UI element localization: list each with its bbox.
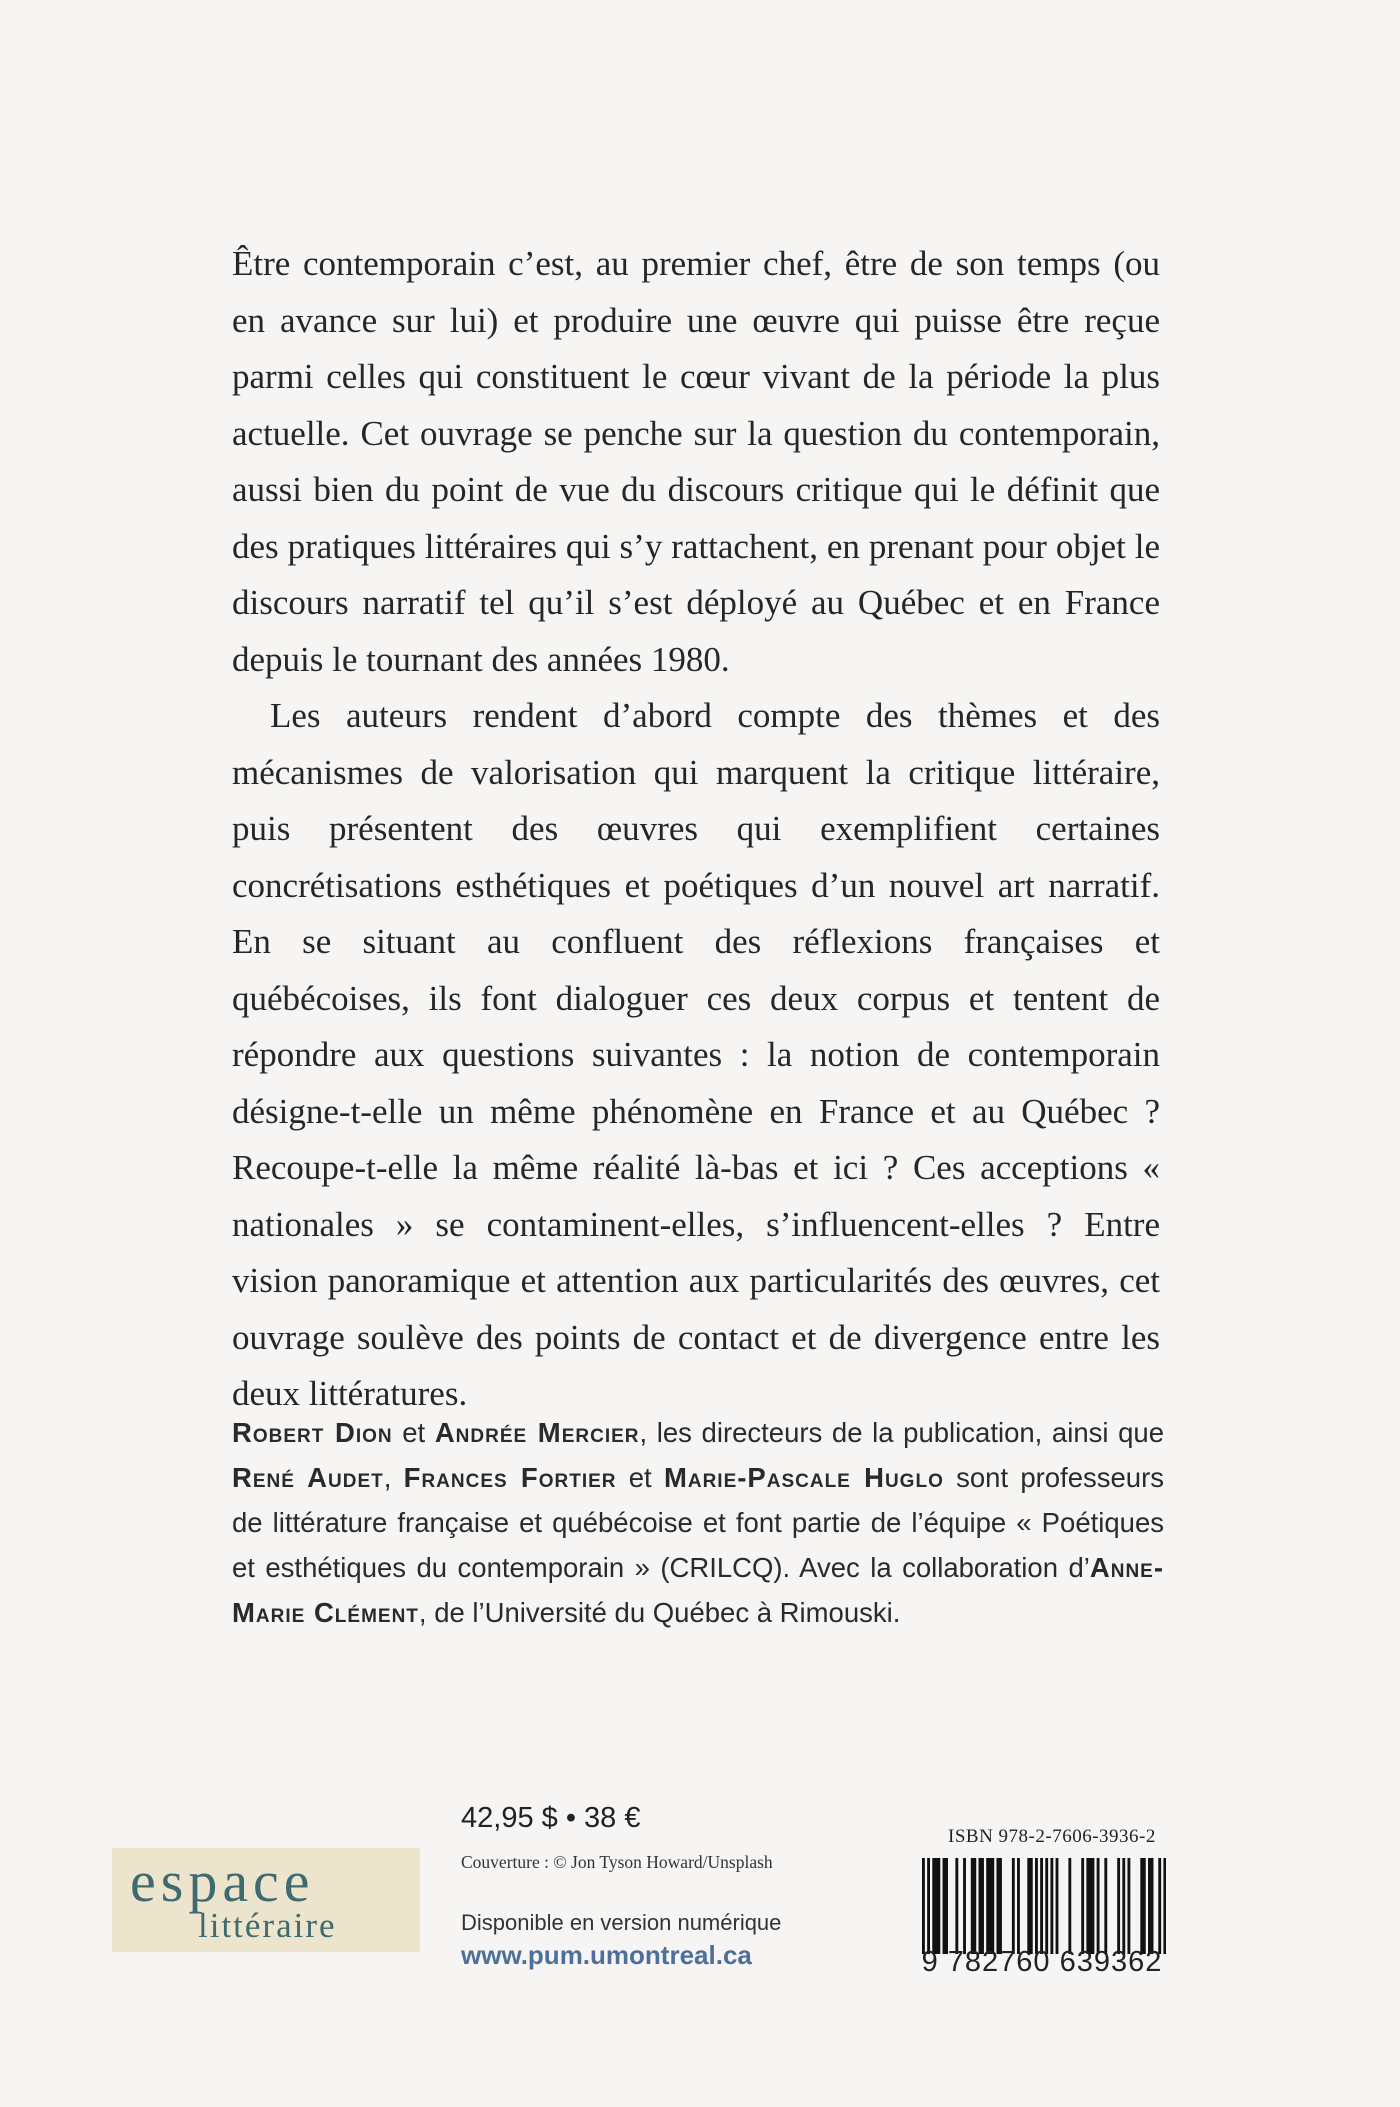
blurb-paragraph-1: Être contemporain c’est, au premier chef, être de son temps (ou en avance sur lui) et produire une œuvre qui puisse être reçue parmi celles qui constituent le cœur vivant de la période la plus actuelle. Cet ouvrage se penche sur la question du contemporain, aussi bien du point de vue du discours critique qui le définit que des pratiques littéraires qui s’y rattachent, en prenant pour objet le discours narratif tel qu’il s’est déployé au Québec et en France depuis le tournant des années 1980.: [232, 244, 1160, 679]
barcode-bar: [1092, 1858, 1095, 1954]
barcode-bar: [999, 1858, 1002, 1954]
barcode-bar: [963, 1858, 966, 1954]
barcode-bar: [1056, 1858, 1059, 1954]
barcode-bar: [971, 1858, 974, 1954]
digital-availability-note: Disponible en version numérique: [461, 1910, 782, 1935]
espace-litteraire-logo: [112, 1848, 420, 1952]
authors-text: et: [616, 1462, 664, 1493]
barcode-bar: [1143, 1858, 1146, 1954]
barcode-bar: [1104, 1858, 1107, 1954]
barcode-bar: [981, 1858, 984, 1954]
author-name: Robert Dion: [232, 1417, 393, 1448]
barcode-bar: [1127, 1858, 1130, 1954]
blurb-paragraph-2: Les auteurs rendent d’abord compte des thèmes et des mécanismes de valorisation qui marquent la critique littéraire, puis présentent des œuvres qui exemplifient certaines concrétisations esthétiques et poétiques d’un nouvel art narratif. En se situant au confluent des réflexions françaises et québécoises, ils font dialoguer ces deux corpus et tentent de répondre aux questions suivantes : la notion de contemporain désigne-t-elle un même phénomène en France et au Québec ? Recoupe-t-elle la même réalité là-bas et ici ? Ces acceptions « nationales » se contaminent-elles, s’influencent-elles ? Entre vision panoramique et attention aux particularités des œuvres, cet ouvrage soulève des points de contact et de divergence entre les deux littératures.: [232, 696, 1160, 1413]
barcode-bar: [927, 1858, 930, 1954]
authors-text: , les directeurs de la publication, ainsi que: [639, 1417, 1164, 1448]
barcode-bar: [1163, 1858, 1166, 1954]
barcode-bar: [935, 1858, 938, 1954]
author-name: Andrée Mercier: [434, 1417, 640, 1448]
barcode-bar: [1148, 1858, 1151, 1954]
barcode-bar: [1012, 1858, 1015, 1954]
barcode-bar: [979, 1858, 982, 1954]
barcode-bar: [989, 1858, 992, 1954]
barcode-bar: [1030, 1858, 1033, 1954]
price: 42,95 $ • 38 €: [461, 1802, 641, 1834]
barcode-bar: [996, 1858, 999, 1954]
barcode-icon: [922, 1858, 1166, 1954]
barcode-bar: [1017, 1858, 1020, 1954]
barcode-bar: [1040, 1858, 1043, 1954]
barcode-bar: [1117, 1858, 1120, 1954]
barcode-bar: [937, 1858, 940, 1954]
barcode-bar: [973, 1858, 976, 1954]
barcode-bar: [1027, 1858, 1030, 1954]
barcode-digits: 9 782760 639362: [921, 1946, 1163, 1978]
barcode-bar: [1140, 1858, 1143, 1954]
barcode-bar: [922, 1858, 925, 1954]
barcode-bar: [932, 1858, 935, 1954]
barcode-bar: [1081, 1858, 1084, 1954]
publisher-url[interactable]: www.pum.umontreal.ca: [461, 1940, 752, 1970]
authors-text: et: [392, 1417, 435, 1448]
barcode-bar: [1089, 1858, 1092, 1954]
isbn-barcode: [922, 1858, 1166, 1954]
cover-credit: Couverture : © Jon Tyson Howard/Unsplash: [461, 1852, 773, 1872]
barcode-bar: [1045, 1858, 1048, 1954]
barcode-bar: [1158, 1858, 1161, 1954]
barcode-bar: [1122, 1858, 1125, 1954]
barcode-bar: [1035, 1858, 1038, 1954]
barcode-bar: [1050, 1858, 1053, 1954]
barcode-bar: [991, 1858, 994, 1954]
barcode-bar: [955, 1858, 958, 1954]
author-name: Frances Fortier: [403, 1462, 617, 1493]
back-cover-blurb: [232, 236, 1160, 1423]
logo-line-litteraire: littéraire: [198, 1906, 337, 1945]
barcode-bar: [1068, 1858, 1071, 1954]
authors-text: , de l’Université du Québec à Rimouski.: [418, 1597, 901, 1628]
barcode-bar: [1097, 1858, 1100, 1954]
authors-text: ,: [383, 1462, 404, 1493]
authors-note: [232, 1410, 1164, 1635]
isbn-label: ISBN 978-2-7606-3936-2: [948, 1826, 1156, 1847]
barcode-bar: [943, 1858, 946, 1954]
barcode-bar: [1086, 1858, 1089, 1954]
barcode-bar: [1151, 1858, 1154, 1954]
barcode-bar: [986, 1858, 989, 1954]
author-name: Marie-Pascale Huglo: [663, 1462, 944, 1493]
logo-line-espace: espace: [130, 1849, 315, 1914]
author-name: Anne-Marie Clément: [232, 1552, 1164, 1628]
authors-text: sont professeurs de littérature française et québécoise et font partie de l’équipe « Poétiques et esthétiques du contemporain » (CRILCQ). Avec la collaboration d’: [232, 1462, 1165, 1583]
author-name: René Audet: [232, 1462, 384, 1493]
barcode-bar: [945, 1858, 948, 1954]
